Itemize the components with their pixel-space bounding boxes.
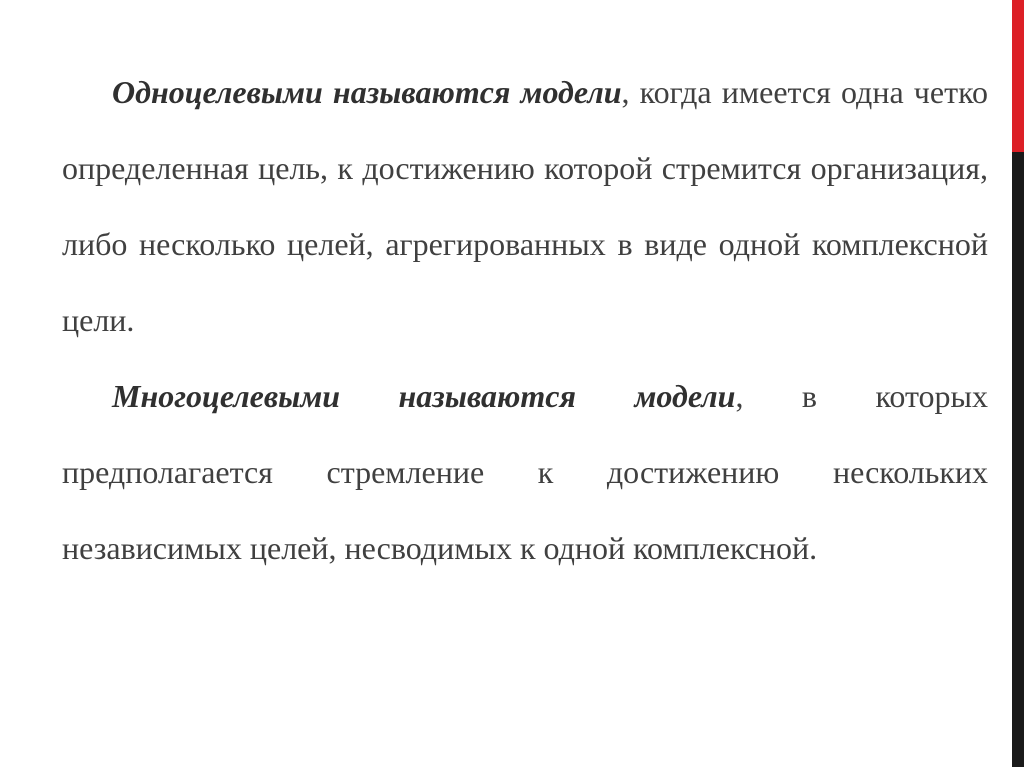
term-single-purpose-models: Одноцелевыми называются модели	[112, 74, 622, 110]
accent-strip-dark	[1012, 152, 1024, 767]
paragraph-multi-purpose	[62, 358, 988, 586]
accent-strip-red	[1012, 0, 1024, 152]
definition-multi-purpose-models: , в которых предполагается стремление к достижению нескольких независимых целей, несводимых к одной комплексной.	[62, 378, 988, 566]
term-multi-purpose-models: Многоцелевыми называются модели	[112, 378, 736, 414]
definition-single-purpose-models: , когда имеется одна четко определенная цель, к достижению которой стремится организация, либо несколько целей, агрегированных в виде одной комплексной цели.	[62, 74, 989, 338]
paragraph-single-purpose	[62, 54, 988, 358]
slide-body	[62, 54, 988, 586]
